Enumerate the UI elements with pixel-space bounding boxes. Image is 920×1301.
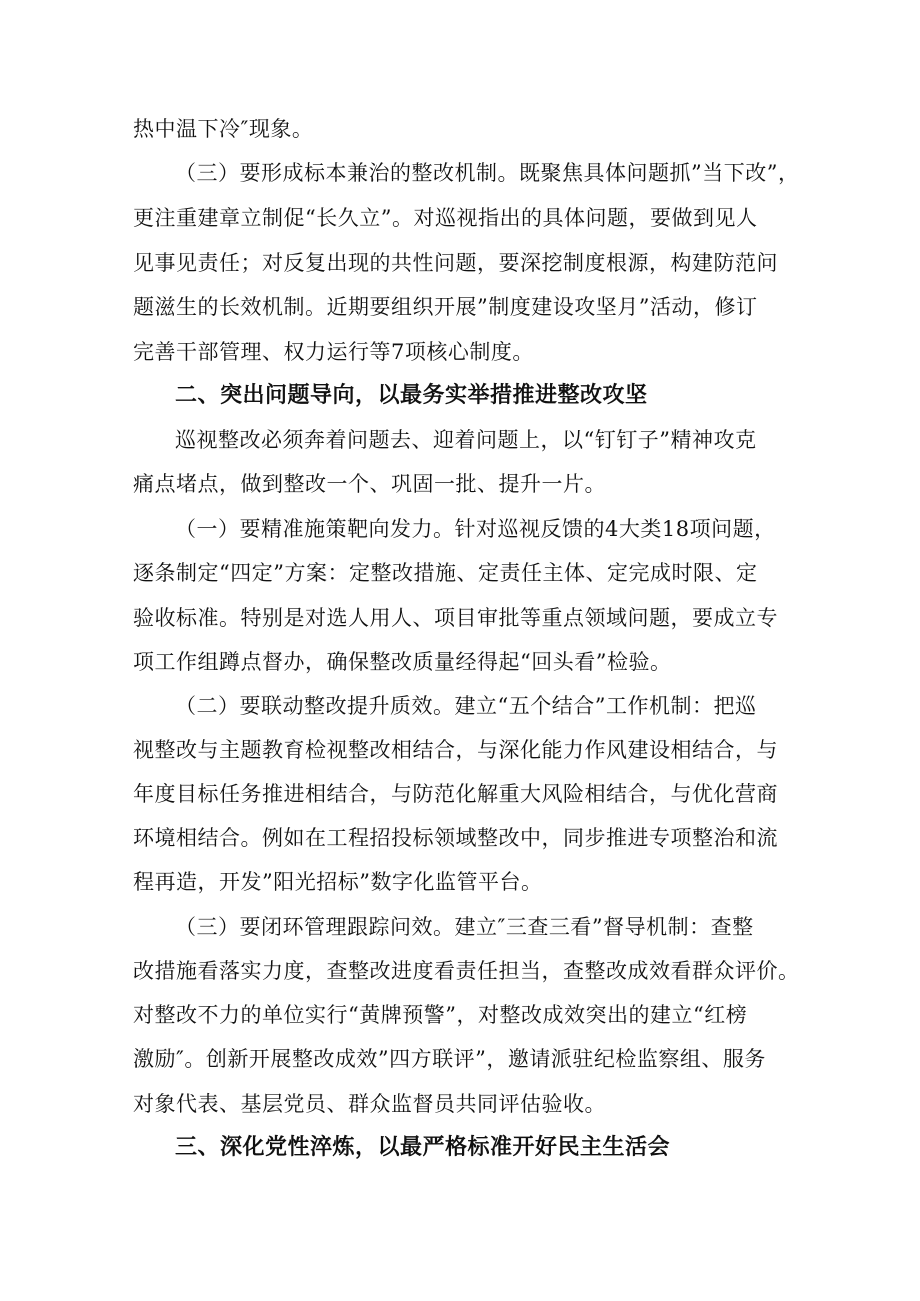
paragraph-line: 对整改不力的单位实行“黄牌预警”，对整改成效突出的建立“红榜 — [133, 1003, 748, 1027]
paragraph-line: 见事见责任；对反复出现的共性问题，要深挖制度根源，构建防范问 — [133, 251, 778, 275]
paragraph-line: 逐条制定“四定”方案：定整改措施、定责任主体、定完成时限、定 — [133, 561, 758, 585]
paragraph-line: 项工作组蹲点督办，确保整改质量经得起“回头看”检验。 — [133, 650, 672, 674]
paragraph-line: 验收标准。特别是对选人用人、项目审批等重点领域问题，要成立专 — [133, 606, 778, 630]
paragraph-line: 题滋生的长效机制。近期要组织开展”制度建设攻坚月”活动，修订 — [133, 295, 758, 319]
paragraph-line: 巡视整改必须奔着问题去、迎着问题上，以“钉钉子”精神攻克 — [175, 428, 757, 452]
paragraph-line: 热中温下冷″现象。 — [133, 117, 314, 141]
paragraph-line: （一）要精准施策靶向发力。针对巡视反馈的4大类18项问题， — [175, 517, 776, 541]
paragraph-line: 激励″。创新开展整改成效”四方联评”，邀请派驻纪检监察组、服务 — [133, 1047, 766, 1071]
paragraph-line: 对象代表、基层党员、群众监督员共同评估验收。 — [133, 1092, 606, 1116]
paragraph-line: 程再造，开发”阳光招标”数字化监管平台。 — [133, 870, 543, 894]
paragraph-line: （三）要形成标本兼治的整改机制。既聚焦具体问题抓”当下改”， — [175, 161, 800, 185]
section-heading: 三、深化党性淬炼，以最严格标准开好民主生活会 — [175, 1135, 671, 1160]
paragraph-line: 完善干部管理、权力运行等7项核心制度。 — [133, 340, 534, 364]
paragraph-line: 改措施看落实力度，查整改进度看责任担当，查整改成效看群众评价。 — [133, 959, 800, 983]
section-heading: 二、突出问题导向，以最务实举措推进整改攻坚 — [175, 383, 648, 408]
paragraph-line: 视整改与主题教育检视整改相结合，与深化能力作风建设相结合，与 — [133, 738, 778, 762]
paragraph-line: （二）要联动整改提升质效。建立“五个结合”工作机制：把巡 — [175, 694, 757, 718]
paragraph-line: 痛点堵点，做到整改一个、巩固一批、提升一片。 — [133, 472, 606, 496]
paragraph-line: 更注重建章立制促“长久立”。对巡视指出的具体问题，要做到见人 — [133, 206, 758, 230]
paragraph-line: （三）要闭环管理跟踪问效。建立″三查三看”督导机制：查整 — [175, 915, 754, 939]
paragraph-line: 年度目标任务推进相结合，与防范化解重大风险相结合，与优化营商 — [133, 782, 778, 806]
paragraph-line: 环境相结合。例如在工程招投标领域整改中，同步推进专项整治和流 — [133, 826, 778, 850]
